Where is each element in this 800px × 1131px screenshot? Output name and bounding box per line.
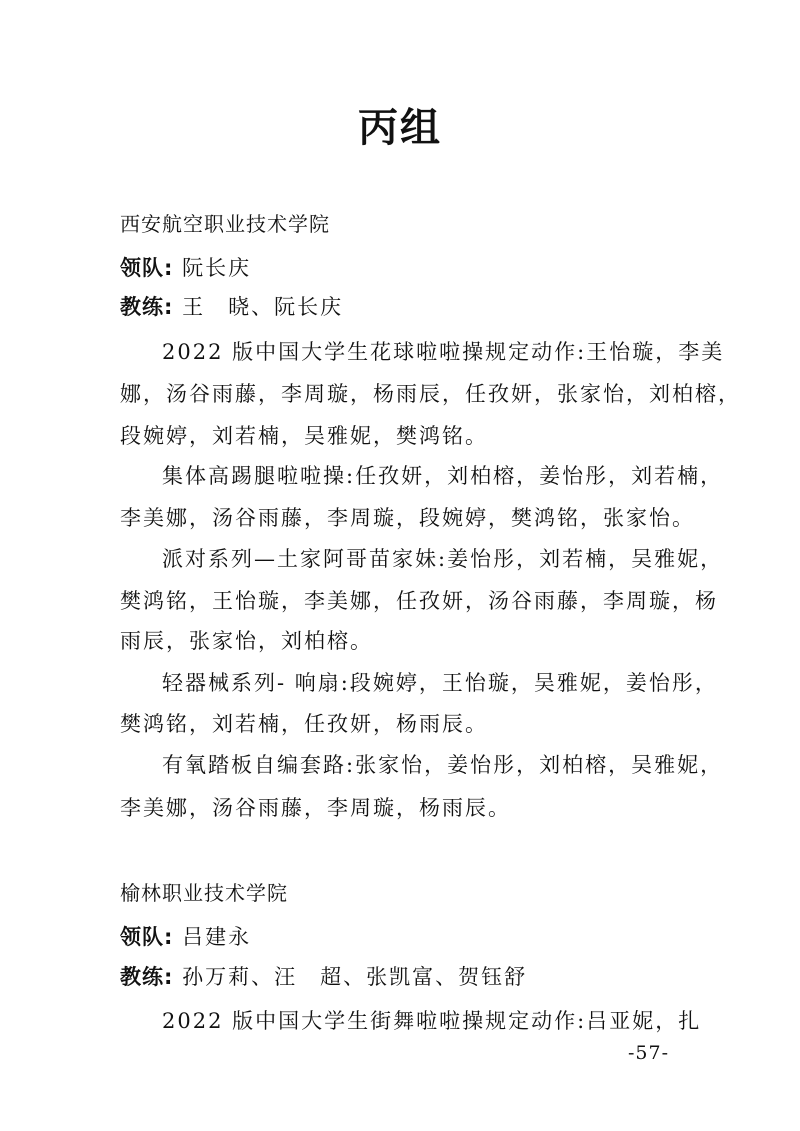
paragraph-line: 2022 版中国大学生花球啦啦操规定动作:王怡璇，李美 bbox=[162, 340, 725, 364]
leader-line bbox=[120, 253, 690, 283]
paragraph-line: 有氧踏板自编套路:张家怡，姜怡彤，刘柏榕，吴雅妮， bbox=[162, 753, 724, 777]
paragraph-line: 娜，汤谷雨藤，李周璇，杨雨辰，任孜妍，张家怡，刘柏榕， bbox=[120, 382, 741, 406]
coach-names: 孙万莉、汪 超、张凯富、贺钰舒 bbox=[182, 965, 528, 989]
paragraph-line: 樊鸿铭，王怡璇，李美娜，任孜妍，汤谷雨藤，李周璇，杨 bbox=[120, 589, 718, 613]
leader-label: 领队: bbox=[120, 925, 174, 949]
page-number: -57- bbox=[628, 1042, 670, 1064]
coach-line bbox=[120, 292, 690, 322]
paragraph-line: 集体高踢腿啦啦操:任孜妍，刘柏榕，姜怡彤，刘若楠， bbox=[162, 464, 724, 488]
page-title: 丙组 bbox=[358, 104, 442, 151]
school-name: 榆林职业技术学院 bbox=[120, 881, 288, 905]
leader-name: 吕建永 bbox=[182, 925, 252, 949]
coach-label: 教练: bbox=[120, 965, 174, 989]
paragraph-line: 2022 版中国大学生街舞啦啦操规定动作:吕亚妮，扎 bbox=[162, 1009, 702, 1033]
coach-line bbox=[120, 962, 690, 992]
school-name: 西安航空职业技术学院 bbox=[120, 212, 330, 236]
paragraph-line: 段婉婷，刘若楠，吴雅妮，樊鸿铭。 bbox=[120, 424, 488, 448]
leader-name: 阮长庆 bbox=[182, 256, 252, 280]
leader-label: 领队: bbox=[120, 256, 174, 280]
coach-label: 教练: bbox=[120, 295, 174, 319]
paragraph-line: 派对系列—土家阿哥苗家妹:姜怡彤，刘若楠，吴雅妮， bbox=[162, 547, 724, 571]
paragraph-line: 樊鸿铭，刘若楠，任孜妍，杨雨辰。 bbox=[120, 712, 488, 736]
coach-names: 王 晓、阮长庆 bbox=[182, 295, 344, 319]
paragraph-line: 李美娜，汤谷雨藤，李周璇，段婉婷，樊鸿铭，张家怡。 bbox=[120, 506, 695, 530]
paragraph-line: 李美娜，汤谷雨藤，李周璇，杨雨辰。 bbox=[120, 796, 511, 820]
paragraph-line: 轻器械系列- 响扇:段婉婷，王怡璇，吴雅妮，姜怡彤， bbox=[162, 671, 718, 695]
paragraph-line: 雨辰，张家怡，刘柏榕。 bbox=[120, 629, 373, 653]
leader-line bbox=[120, 922, 690, 952]
